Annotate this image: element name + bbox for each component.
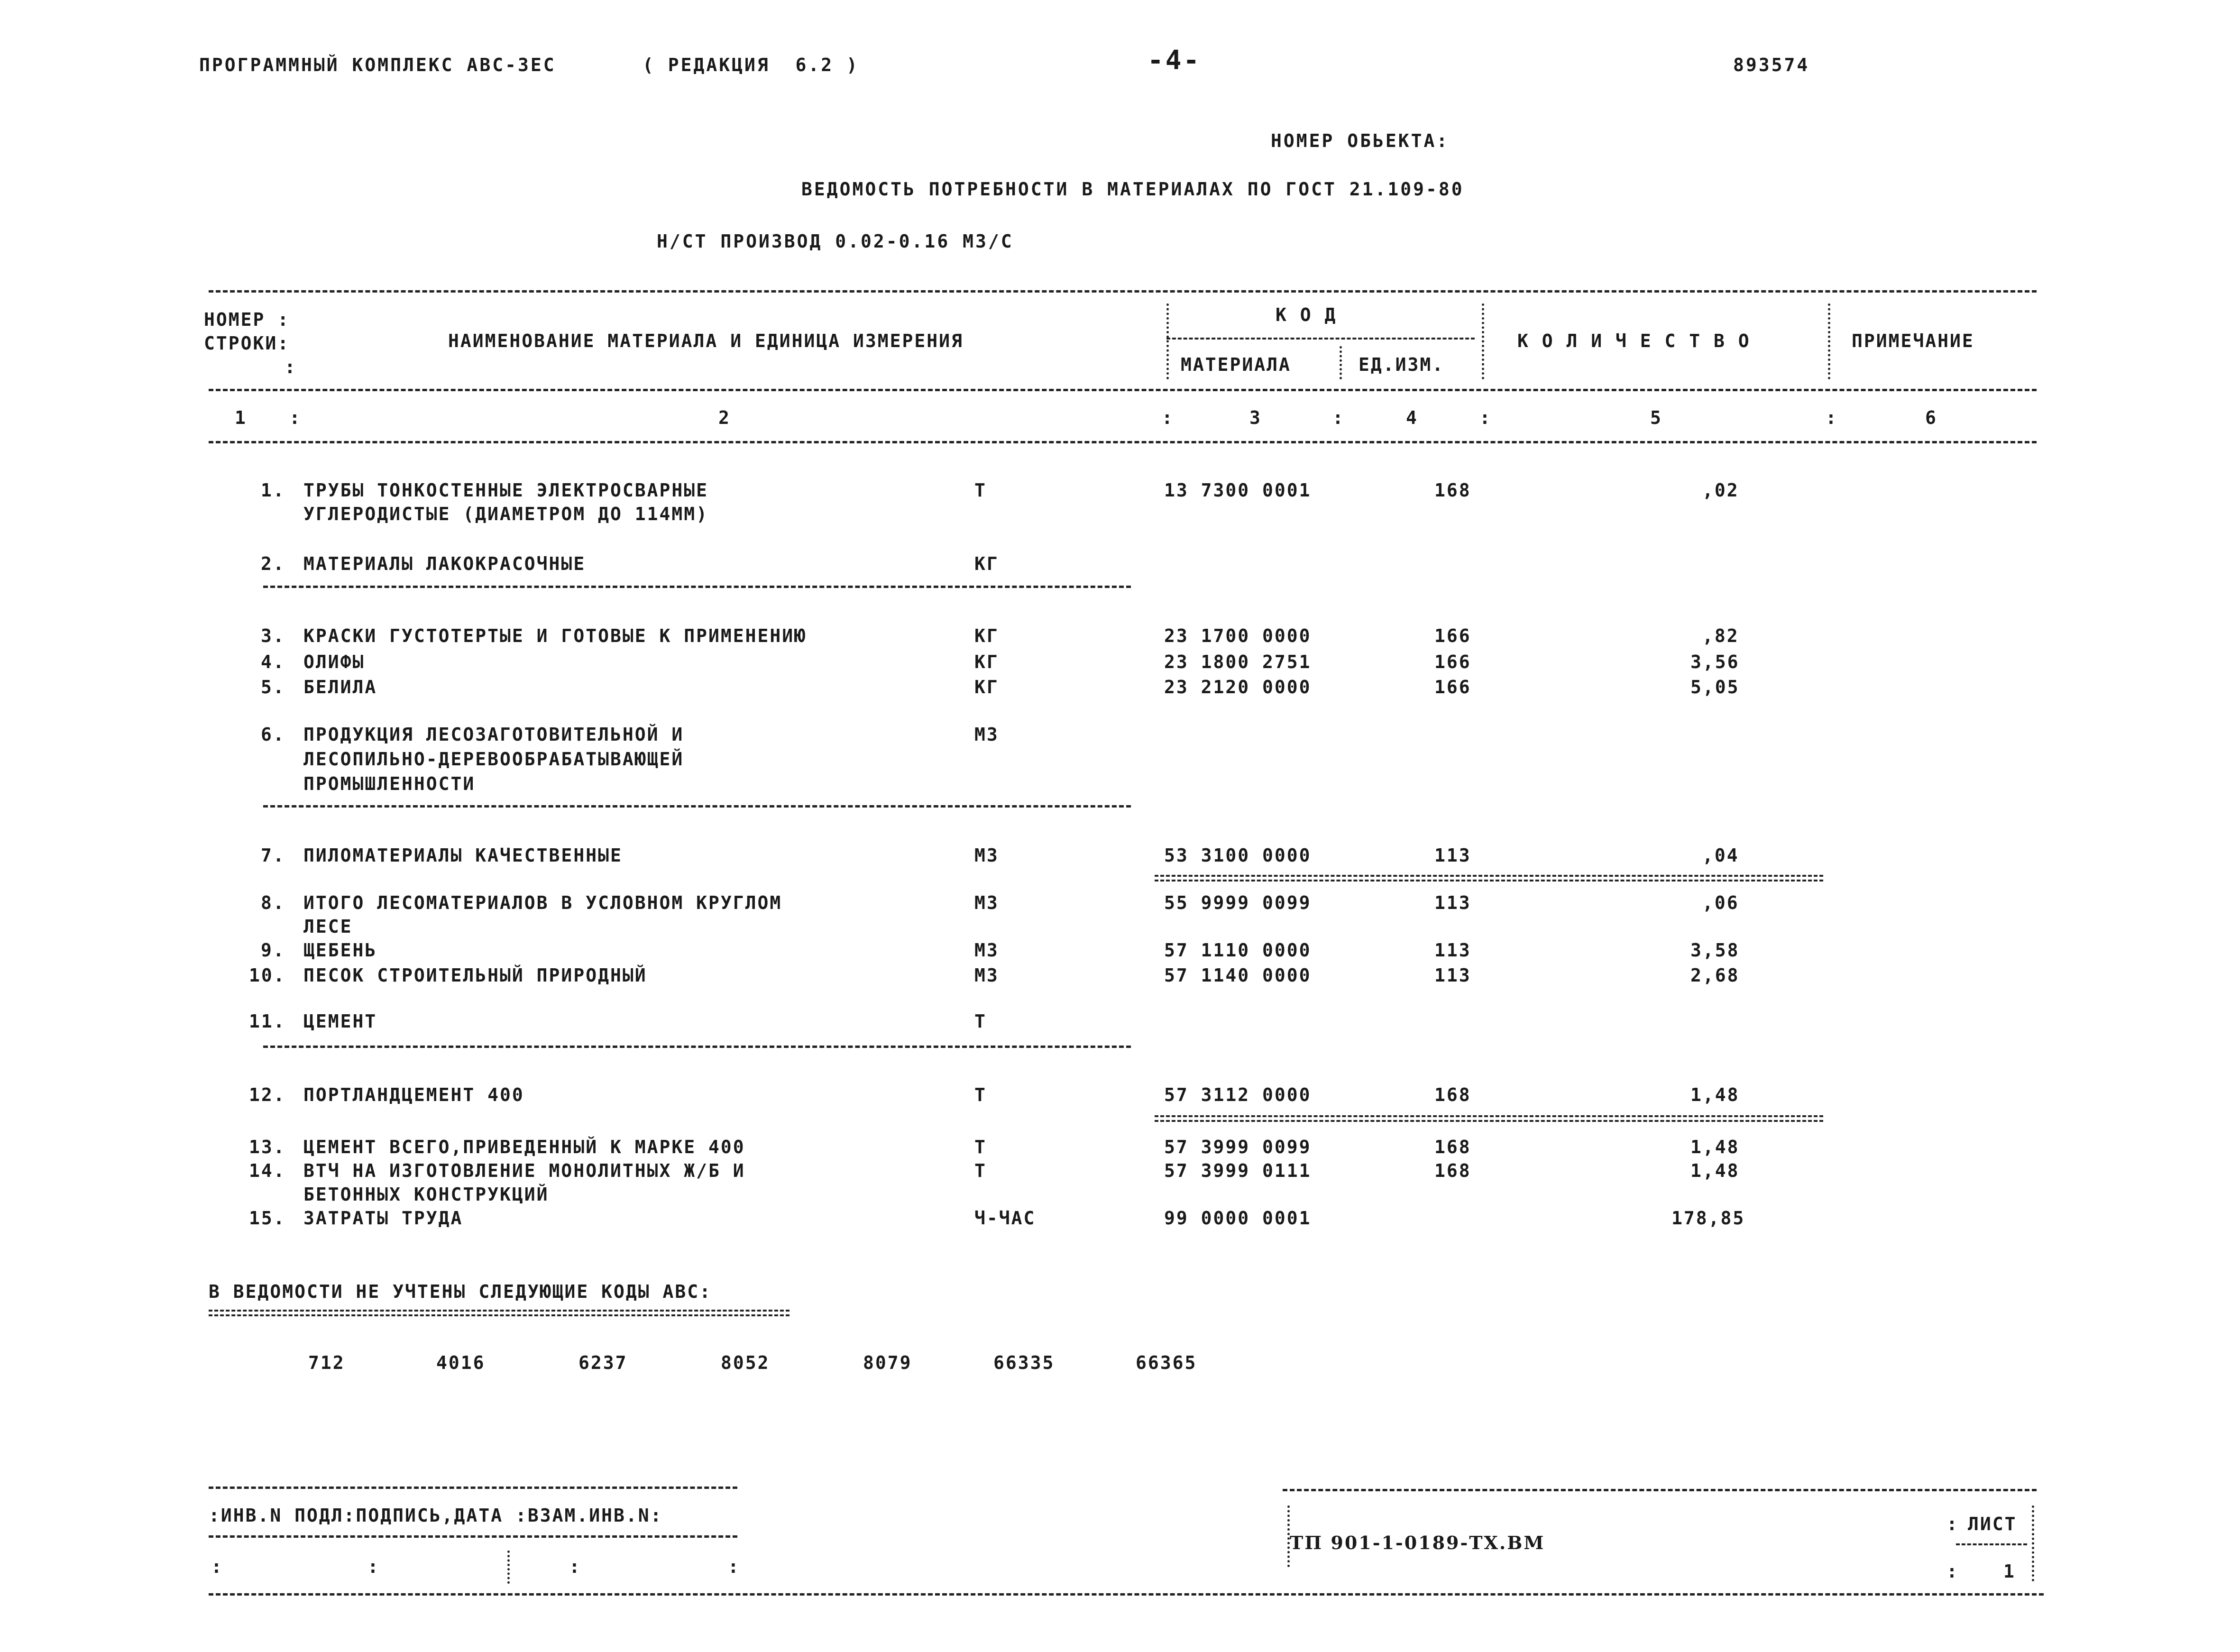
col-note-header: ПРИМЕЧАНИЕ xyxy=(1852,330,1974,351)
unit: Т xyxy=(974,480,987,501)
stamp-field-separator xyxy=(507,1551,510,1584)
stamp-field-separator: : xyxy=(728,1556,740,1577)
document-code: ТП 901-1-0189-ТХ.ВМ xyxy=(1290,1532,1545,1553)
unaccounted-label: В ВЕДОМОСТИ НЕ УЧТЕНЫ СЛЕДУЮЩИЕ КОДЫ АВС: xyxy=(209,1281,712,1302)
row-number: 5. xyxy=(261,677,285,698)
row-number: 8. xyxy=(261,892,285,913)
unit: М3 xyxy=(974,892,999,913)
row-number: 7. xyxy=(261,845,285,866)
unaccounted-code: 6237 xyxy=(578,1352,628,1373)
col-separator xyxy=(1828,303,1830,379)
sheet-number: 1 xyxy=(2003,1561,2016,1582)
code-divider xyxy=(1166,338,1475,340)
unit: КГ xyxy=(974,625,999,646)
material-name: ПОРТЛАНДЦЕМЕНТ 400 xyxy=(303,1084,524,1105)
material-code: 23 1800 2751 xyxy=(1164,652,1312,672)
unit: КГ xyxy=(974,652,999,672)
stamp-rule xyxy=(209,1487,737,1489)
sheet-label: ЛИСТ xyxy=(1968,1514,2017,1534)
unaccounted-code: 8079 xyxy=(863,1352,912,1373)
unit-code: 168 xyxy=(1434,1084,1471,1105)
stamp-field-separator xyxy=(2032,1505,2034,1581)
col-number: 6 xyxy=(1925,407,1937,428)
unaccounted-code: 8052 xyxy=(721,1352,770,1373)
col-code-material-header: МАТЕРИАЛА xyxy=(1181,354,1291,375)
stamp-left-header: :ИНВ.N ПОДЛ:ПОДПИСЬ,ДАТА :ВЗАМ.ИНВ.N: xyxy=(209,1505,663,1526)
material-name: ПИЛОМАТЕРИАЛЫ КАЧЕСТВЕННЫЕ xyxy=(303,845,623,866)
program-name: ПРОГРАММНЫЙ КОМПЛЕКС АВС-ЗЕС xyxy=(199,55,556,75)
sheet-divider xyxy=(1956,1543,2027,1545)
stamp-field-separator: : xyxy=(569,1556,581,1577)
unaccounted-code: 712 xyxy=(308,1352,345,1373)
page-number: -4- xyxy=(1148,45,1202,76)
row-number: 4. xyxy=(261,652,285,672)
unaccounted-code: 66335 xyxy=(993,1352,1055,1373)
row-number: 10. xyxy=(249,965,286,986)
unit: Т xyxy=(974,1137,987,1157)
row-number: 6. xyxy=(261,724,285,745)
group-rule xyxy=(263,586,1131,588)
material-name-cont: УГЛЕРОДИСТЫЕ (ДИАМЕТРОМ ДО 114ММ) xyxy=(303,504,708,524)
unit: М3 xyxy=(974,965,999,986)
unit: КГ xyxy=(974,677,999,698)
material-code: 13 7300 0001 xyxy=(1164,480,1312,501)
unit: Ч-ЧАС xyxy=(974,1208,1036,1229)
row-number: 1. xyxy=(261,480,285,501)
col-number: 3 xyxy=(1249,407,1262,428)
material-name: ПРОДУКЦИЯ ЛЕСОЗАГОТОВИТЕЛЬНОЙ И xyxy=(303,724,684,745)
col-separator-glyph: : xyxy=(1332,407,1345,428)
material-name: ЩЕБЕНЬ xyxy=(303,940,377,961)
material-name-cont: ПРОМЫШЛЕННОСТИ xyxy=(303,773,476,794)
unit: КГ xyxy=(974,553,999,574)
material-name-cont: БЕТОННЫХ КОНСТРУКЦИЙ xyxy=(303,1184,549,1205)
page-bottom-rule xyxy=(209,1593,2044,1596)
stamp-field-separator: : xyxy=(1946,1514,1959,1534)
unit-code: 166 xyxy=(1434,677,1471,698)
material-name: ЦЕМЕНТ ВСЕГО,ПРИВЕДЕННЫЙ К МАРКЕ 400 xyxy=(303,1137,745,1157)
row-number: 11. xyxy=(249,1011,286,1032)
quantity: ,02 xyxy=(1702,480,1739,501)
unit-code: 168 xyxy=(1434,480,1471,501)
material-name-cont: ЛЕСОПИЛЬНО-ДЕРЕВООБРАБАТЫВАЮЩЕЙ xyxy=(303,749,684,770)
row-number: 2. xyxy=(261,553,285,574)
row-number: 9. xyxy=(261,940,285,961)
col-separator xyxy=(1166,303,1169,379)
total-rule xyxy=(1155,1115,1823,1122)
col-separator xyxy=(1482,303,1484,379)
stamp-field-separator: : xyxy=(211,1556,223,1577)
unit-code: 166 xyxy=(1434,652,1471,672)
material-code: 57 3999 0111 xyxy=(1164,1160,1312,1181)
material-code: 57 1140 0000 xyxy=(1164,965,1312,986)
material-name: ЦЕМЕНТ xyxy=(303,1011,377,1032)
quantity: 1,48 xyxy=(1690,1160,1740,1181)
material-code: 99 0000 0001 xyxy=(1164,1208,1312,1229)
stamp-field-separator: : xyxy=(1946,1561,1959,1582)
unit-code: 168 xyxy=(1434,1160,1471,1181)
unit: М3 xyxy=(974,724,999,745)
col-code-header: К О Д xyxy=(1276,304,1337,325)
material-name: МАТЕРИАЛЫ ЛАКОКРАСОЧНЫЕ xyxy=(303,553,586,574)
group-rule xyxy=(263,805,1131,808)
row-number: 15. xyxy=(249,1208,286,1229)
col-separator xyxy=(1340,346,1342,379)
row-number: 3. xyxy=(261,625,285,646)
program-edition: ( РЕДАКЦИЯ 6.2 ) xyxy=(643,55,859,75)
material-name-cont: ЛЕСЕ xyxy=(303,916,353,937)
col-code-unit-header: ЕД.ИЗМ. xyxy=(1359,354,1445,375)
stamp-field-separator: : xyxy=(367,1556,380,1577)
material-code: 57 1110 0000 xyxy=(1164,940,1312,961)
unit: Т xyxy=(974,1084,987,1105)
page-title: ВЕДОМОСТЬ ПОТРЕБНОСТИ В МАТЕРИАЛАХ ПО ГОСТ 21.109-80 xyxy=(801,179,1464,200)
col-quantity-header: К О Л И Ч Е С Т В О xyxy=(1517,330,1751,351)
unit-code: 113 xyxy=(1434,965,1471,986)
material-code: 53 3100 0000 xyxy=(1164,845,1312,866)
material-code: 23 1700 0000 xyxy=(1164,625,1312,646)
quantity: 3,56 xyxy=(1690,652,1740,672)
material-name: ВТЧ НА ИЗГОТОВЛЕНИЕ МОНОЛИТНЫХ Ж/Б И xyxy=(303,1160,745,1181)
unit-code: 113 xyxy=(1434,892,1471,913)
col-number: 4 xyxy=(1406,407,1418,428)
document-number: 893574 xyxy=(1733,55,1810,75)
group-rule xyxy=(263,1046,1131,1048)
unit-code: 113 xyxy=(1434,940,1471,961)
unaccounted-code: 66365 xyxy=(1136,1352,1197,1373)
unaccounted-code: 4016 xyxy=(436,1352,486,1373)
col-num-header-3: : xyxy=(285,357,297,377)
page-subtitle: Н/СТ ПРОИЗВОД 0.02-0.16 М3/С xyxy=(657,231,1014,252)
stamp-rule xyxy=(1283,1489,2037,1491)
total-rule xyxy=(1155,875,1823,881)
col-separator-glyph: : xyxy=(1826,407,1838,428)
quantity: 2,68 xyxy=(1690,965,1740,986)
object-number-label: НОМЕР ОБЬЕКТА: xyxy=(1271,130,1450,151)
material-name: КРАСКИ ГУСТОТЕРТЫЕ И ГОТОВЫЕ К ПРИМЕНЕНИЮ xyxy=(303,625,807,646)
row-number: 14. xyxy=(249,1160,286,1181)
col-number: 2 xyxy=(718,407,731,428)
header-rule xyxy=(209,389,2037,391)
label-underline xyxy=(209,1310,790,1316)
col-number: 5 xyxy=(1650,407,1662,428)
quantity: 3,58 xyxy=(1690,940,1740,961)
quantity: 1,48 xyxy=(1690,1137,1740,1157)
unit-code: 113 xyxy=(1434,845,1471,866)
col-num-header-1: НОМЕР : xyxy=(204,309,290,330)
quantity: 1,48 xyxy=(1690,1084,1740,1105)
material-name: ТРУБЫ ТОНКОСТЕННЫЕ ЭЛЕКТРОСВАРНЫЕ xyxy=(303,480,708,501)
col-separator-glyph: : xyxy=(1162,407,1174,428)
quantity: ,82 xyxy=(1702,625,1739,646)
unit-code: 168 xyxy=(1434,1137,1471,1157)
stamp-rule xyxy=(209,1535,737,1538)
unit: М3 xyxy=(974,940,999,961)
material-code: 57 3999 0099 xyxy=(1164,1137,1312,1157)
row-number: 12. xyxy=(249,1084,286,1105)
unit: М3 xyxy=(974,845,999,866)
row-number: 13. xyxy=(249,1137,286,1157)
quantity: ,04 xyxy=(1702,845,1739,866)
unit: Т xyxy=(974,1160,987,1181)
col-number: 1 xyxy=(235,407,247,428)
col-separator-glyph: : xyxy=(289,407,302,428)
col-separator-glyph: : xyxy=(1479,407,1492,428)
quantity: 5,05 xyxy=(1690,677,1740,698)
col-name-header: НАИМЕНОВАНИЕ МАТЕРИАЛА И ЕДИНИЦА ИЗМЕРЕНИЯ xyxy=(448,330,964,351)
unit-code: 166 xyxy=(1434,625,1471,646)
quantity: ,06 xyxy=(1702,892,1739,913)
material-name: ОЛИФЫ xyxy=(303,652,365,672)
col-num-header-2: СТРОКИ: xyxy=(204,333,290,354)
unit: Т xyxy=(974,1011,987,1032)
material-name: БЕЛИЛА xyxy=(303,677,377,698)
header-bottom-rule xyxy=(209,441,2037,443)
table-top-rule xyxy=(209,290,2037,293)
material-code: 55 9999 0099 xyxy=(1164,892,1312,913)
material-name: ПЕСОК СТРОИТЕЛЬНЫЙ ПРИРОДНЫЙ xyxy=(303,965,647,986)
material-name: ЗАТРАТЫ ТРУДА xyxy=(303,1208,463,1229)
material-name: ИТОГО ЛЕСОМАТЕРИАЛОВ В УСЛОВНОМ КРУГЛОМ xyxy=(303,892,782,913)
quantity: 178,85 xyxy=(1671,1208,1745,1229)
material-code: 57 3112 0000 xyxy=(1164,1084,1312,1105)
material-code: 23 2120 0000 xyxy=(1164,677,1312,698)
